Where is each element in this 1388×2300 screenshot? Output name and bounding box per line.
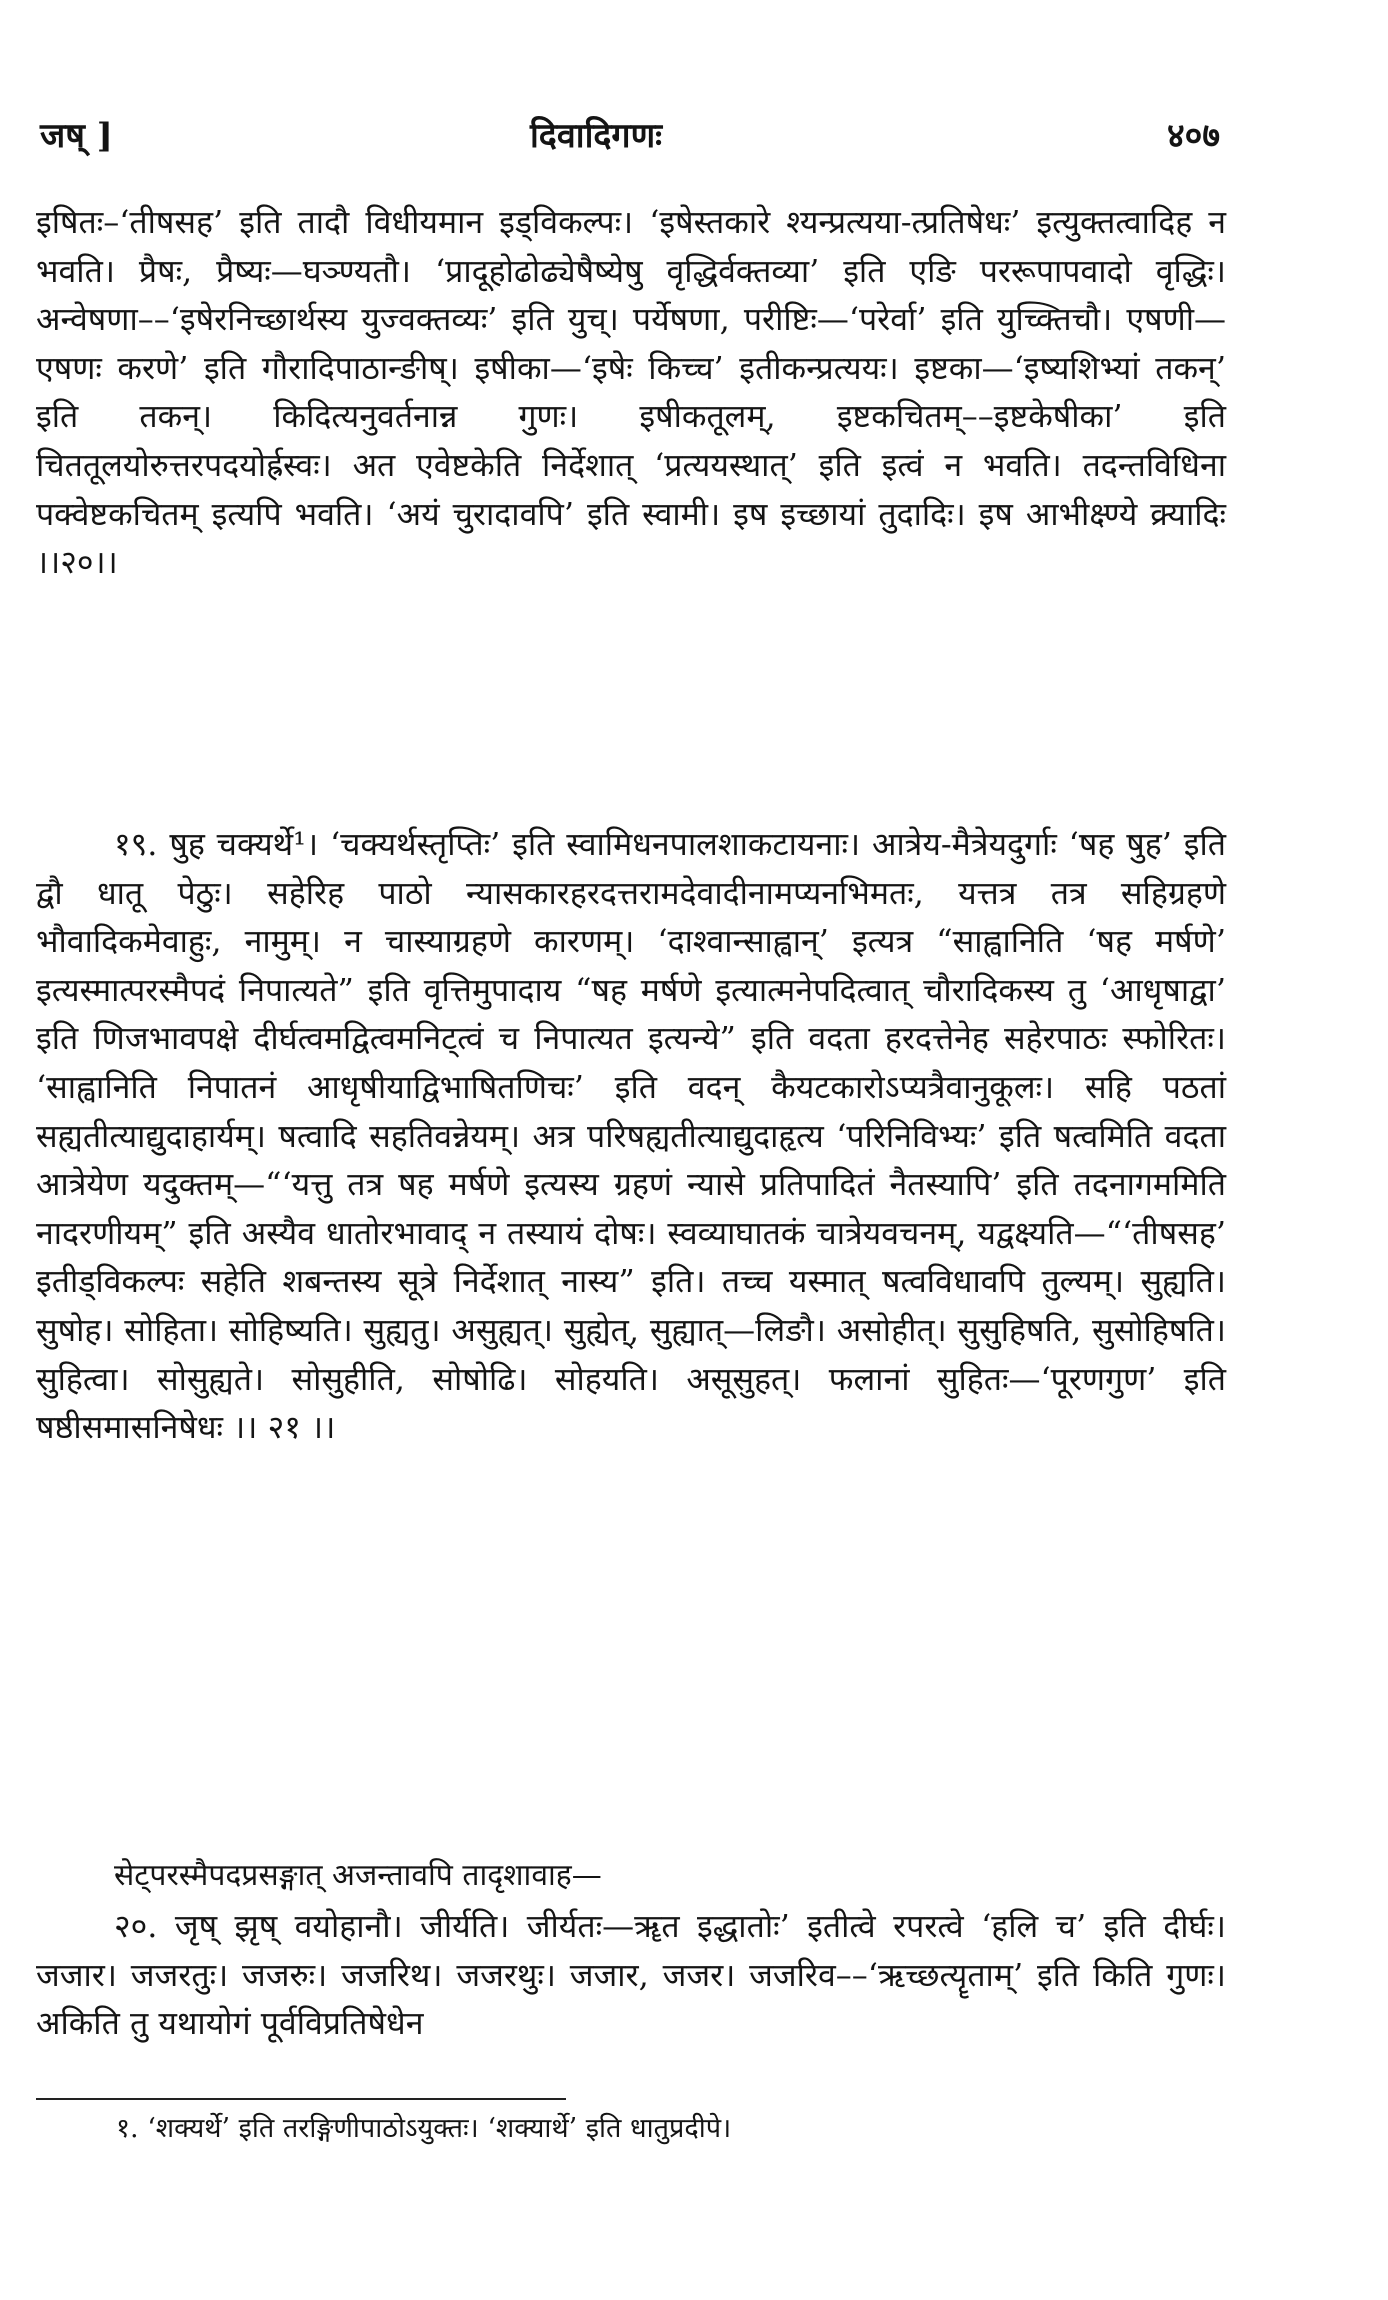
commentary-block-isha bbox=[36, 198, 1226, 587]
header-root-range: जष् ] bbox=[40, 116, 113, 156]
footnote-divider bbox=[36, 2098, 566, 2100]
page-number: ४०७ bbox=[1166, 116, 1220, 156]
header-section-title: दिवादिगणः bbox=[530, 116, 663, 156]
footnote: १. ‘शक्यर्थे’ इति तरङ्गिणीपाठोऽयुक्तः। ‘शक्यार्थे’ इति धातुप्रदीपे। bbox=[116, 2113, 732, 2144]
paragraph-jrsha: २०. जृष् झृष् वयोहानौ। जीर्यति। जीर्यतः—ॠत इद्धातोः’ इतीत्वे रपरत्वे ‘हलि च’ इति दीर्घः। जजार। जजरतुः। जजरुः। जजरिथ। जजरथुः। जजार, जजर। जजरिव––‘ऋच्छत्यॄताम्’ इति किति गुणः। अकिति तु यथायोगं पूर्वविप्रतिषेधेन bbox=[36, 1907, 1226, 2043]
commentary-block-suha bbox=[36, 820, 1226, 1452]
section-intro-line: सेट्परस्मैपदप्रसङ्गात् अजन्तावपि तादृशावाह— bbox=[114, 1858, 602, 1893]
commentary-block-jrsha bbox=[36, 1902, 1226, 2048]
running-header bbox=[40, 108, 1220, 164]
paragraph-isha: इषितः–‘तीषसह’ इति तादौ विधीयमान इड्विकल्पः। ‘इषेस्तकारे श्यन्प्रत्यया-त्प्रतिषेधः’ इत्युक्तत्वादिह न भवति। प्रैषः, प्रैष्यः—घञ्ण्यतौ। ‘प्रादूहोढोढ्येषैष्येषु वृद्धिर्वक्तव्या’ इति एङि पररूपापवादो वृद्धिः। अन्वेषणा––‘इषेरनिच्छार्थस्य युज्वक्तव्यः’ इति युच्। पर्येषणा, परीष्टिः—‘परेर्वा’ इति युच्क्तिचौ। एषणी—एषणः करणे’ इति गौरादिपाठान्ङीष्। इषीका—‘इषेः किच्च’ इतीकन्प्रत्ययः। इष्टका—‘इष्यशिभ्यां तकन्’ इति तकन्। किदित्यनुवर्तनान्न गुणः। इषीकतूलम्, इष्टकचितम्––इष्टकेषीका’ इति चिततूलयोरुत्तरपदयोर्ह्रस्वः। अत एवेष्टकेति निर्देशात् ‘प्रत्ययस्थात्’ इति इत्वं न भवति। तदन्तविधिना पक्वेष्टकचितम् इत्यपि भवति। ‘अयं चुरादावपि’ इति स्वामी। इष इच्छायां तुदादिः। इष आभीक्ष्ण्ये क्र्यादिः ।।२०।। bbox=[36, 203, 1226, 582]
paragraph-suha: १९. षुह चक्यर्थे¹। ‘चक्यर्थस्तृप्तिः’ इति स्वामिधनपालशाकटायनाः। आत्रेय-मैत्रेयदुर्गाः ‘षह षुह’ इति द्वौ धातू पेठुः। सहेरिह पाठो न्यासकारहरदत्तरामदेवादीनामप्यनभिमतः, यत्तत्र तत्र सहिग्रहणे भौवादिकमेवाहुः, नामुम्। न चास्याग्रहणे कारणम्। ‘दाश्वान्साह्वान्’ इत्यत्र “साह्वानिति ‘षह मर्षणे’ इत्यस्मात्परस्मैपदं निपात्यते” इति वृत्तिमुपादाय “षह मर्षणे इत्यात्मनेपदित्वात् चौरादिकस्य तु ‘आधृषाद्वा’ इति णिजभावपक्षे दीर्घत्वमद्वित्वमनिट्त्वं च निपात्यत इत्यन्ये” इति वदता हरदत्तेनेह सहेरपाठः स्फोरितः। ‘साह्वानिति निपातनं आधृषीयाद्विभाषितणिचः’ इति वदन् कैयटकारोऽप्यत्रैवानुकूलः। सहि पठतां सह्यतीत्याद्युदाहार्यम्। षत्वादि सहतिवन्नेयम्। अत्र परिषह्यतीत्याद्युदाहृत्य ‘परिनिविभ्यः’ इति षत्वमिति वदता आत्रेयेण यदुक्तम्—“‘यत्तु तत्र षह मर्षणे इत्यस्य ग्रहणं न्यासे प्रतिपादितं नैतस्यापि’ इति तदनागममिति नादरणीयम्” इति अस्यैव धातोरभावाद् न तस्यायं दोषः। स्वव्याघातकं चात्रेयवचनम्, यद्वक्ष्यति—“‘तीषसह’ इतीड्विकल्पः सहेति शबन्तस्य सूत्रे निर्देशात् नास्य” इति। तच्च यस्मात् षत्वविधावपि तुल्यम्। सुह्यति। सुषोह। सोहिता। सोहिष्यति। सुह्यतु। असुह्यत्। सुह्येत्, सुह्यात्—लिङौ। असोहीत्। सुसुहिषति, सुसोहिषति। सुहित्वा। सोसुह्यते। सोसुहीति, सोषोढि। सोहयति। असूसुहत्। फलानां सुहितः—‘पूरणगुण’ इति षष्ठीसमासनिषेधः ।। २१ ।। bbox=[36, 825, 1226, 1447]
